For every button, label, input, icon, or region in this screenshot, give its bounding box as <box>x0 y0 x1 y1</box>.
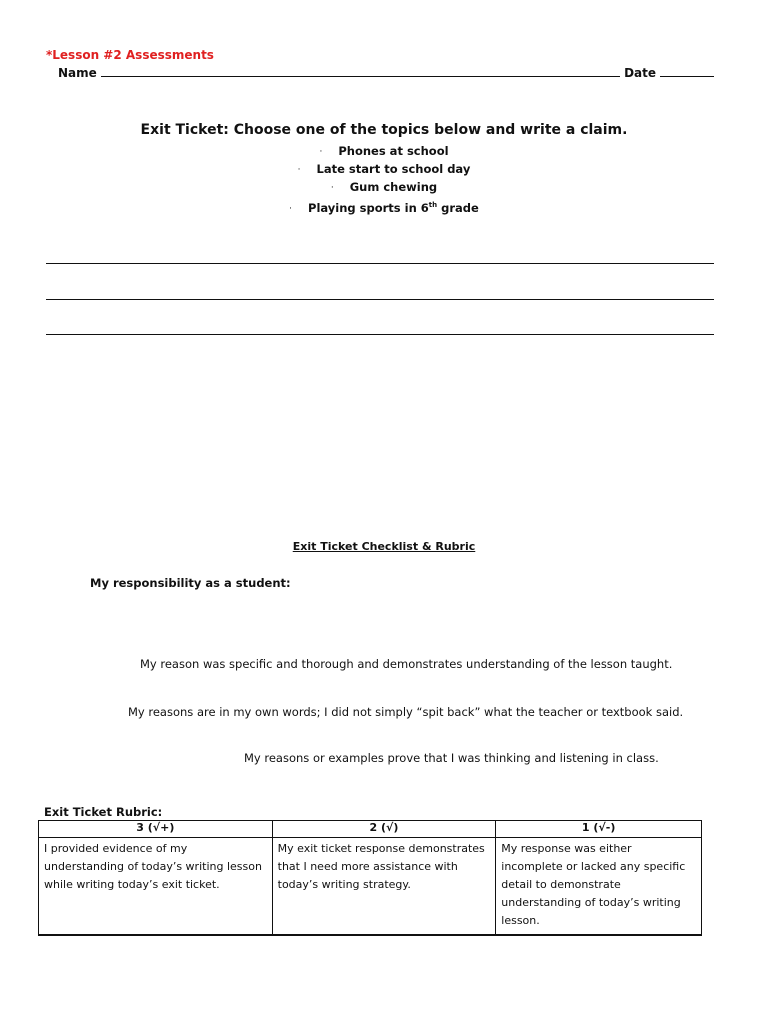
topic-item: · Gum chewing <box>330 180 438 194</box>
rubric-cell: My response was either incomplete or lacked any specific detail to demonstrate understanding of today’s writing lesson. <box>496 838 702 936</box>
answer-line[interactable] <box>46 263 714 264</box>
responsibility-label: My responsibility as a student: <box>90 576 291 590</box>
topic-item: · Playing sports in 6th grade <box>289 200 479 215</box>
rubric-cell: I provided evidence of my understanding of today’s writing lesson while writing today’s exit ticket. <box>39 838 273 936</box>
topic-list <box>0 142 768 214</box>
topic-item: · Late start to school day <box>297 162 471 176</box>
topic-item: · Phones at school <box>319 144 449 158</box>
lesson-title: *Lesson #2 Assessments <box>46 48 214 62</box>
checklist-statement: My reasons are in my own words; I did not simply “spit back” what the teacher or textbook said. <box>128 705 684 719</box>
rubric-row <box>39 838 702 936</box>
name-label: Name <box>58 66 97 80</box>
rubric-label: Exit Ticket Rubric: <box>44 805 163 819</box>
exit-ticket-title: Exit Ticket: Choose one of the topics below and write a claim. <box>140 122 628 138</box>
bullet-icon: · <box>330 183 334 193</box>
answer-line[interactable] <box>46 334 714 335</box>
rubric-header-row <box>39 821 702 838</box>
rubric-table <box>38 820 702 936</box>
rubric-header: 3 (√+) <box>39 821 273 838</box>
checklist-title: Exit Ticket Checklist & Rubric <box>292 540 476 553</box>
date-label: Date <box>624 66 656 80</box>
checklist-statement: My reasons or examples prove that I was thinking and listening in class. <box>244 751 659 765</box>
rubric-cell: My exit ticket response demonstrates that I need more assistance with today’s writing strategy. <box>272 838 496 936</box>
rubric-header: 1 (√-) <box>496 821 702 838</box>
answer-line[interactable] <box>46 299 714 300</box>
rubric-header: 2 (√) <box>272 821 496 838</box>
name-date-row <box>58 66 714 80</box>
checklist-statement: My reason was specific and thorough and demonstrates understanding of the lesson taught. <box>140 657 673 671</box>
date-blank[interactable] <box>660 66 714 77</box>
bullet-icon: · <box>289 203 293 214</box>
bullet-icon: · <box>319 147 323 157</box>
name-blank[interactable] <box>101 66 620 77</box>
bullet-icon: · <box>297 165 301 175</box>
